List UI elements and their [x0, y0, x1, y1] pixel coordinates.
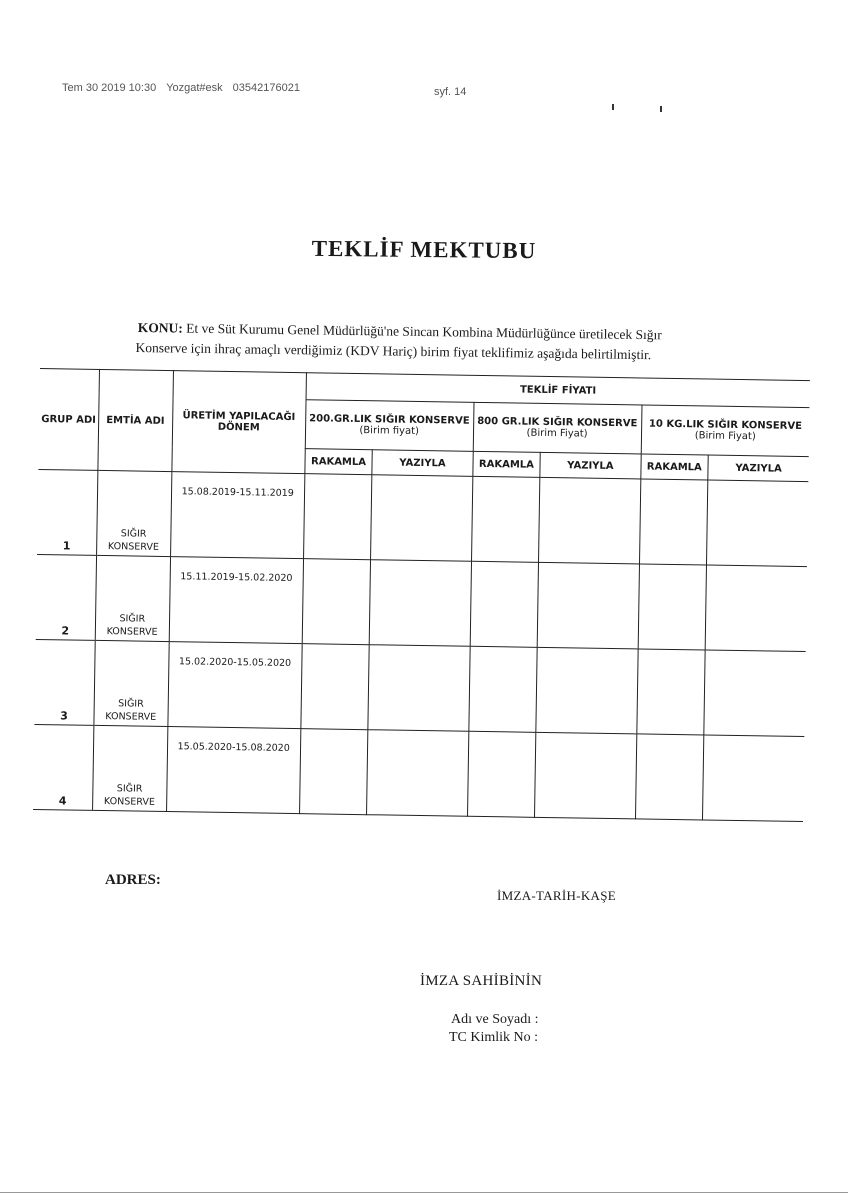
signature-date-stamp-label: İMZA-TARİH-KAŞE	[497, 888, 616, 903]
subject-label: KONU:	[137, 319, 183, 336]
name-surname-label: Adı ve Soyadı :	[451, 1012, 539, 1027]
header-product-10kg	[641, 405, 810, 457]
subject-paragraph	[137, 318, 738, 366]
emtia-name: SIĞIR KONSERVE	[92, 725, 167, 811]
header-yaziyla: YAZIYLA	[540, 452, 641, 479]
fax-date: Tem 30 2019 10:30	[62, 82, 157, 94]
price-written-cell[interactable]	[367, 730, 469, 817]
price-numeric-cell[interactable]	[299, 729, 368, 815]
emtia-name: SIĞIR KONSERVE	[94, 640, 169, 726]
price-numeric-cell[interactable]	[303, 474, 372, 560]
price-numeric-cell[interactable]	[639, 479, 708, 565]
header-emtia: EMTİA ADI	[98, 369, 173, 471]
header-rakamla: RAKAMLA	[640, 454, 708, 480]
tc-id-label: TC Kimlik No :	[449, 1030, 539, 1045]
product-200gr-sub: (Birim fiyat)	[359, 425, 420, 437]
production-period: 15.11.2019-15.02.2020	[169, 557, 303, 644]
scan-edge-line	[0, 1192, 848, 1193]
price-written-cell[interactable]	[536, 647, 638, 734]
production-period: 15.02.2020-15.05.2020	[167, 642, 301, 729]
offer-table	[33, 368, 810, 822]
header-rakamla: RAKAMLA	[472, 451, 540, 477]
offer-table-wrapper	[33, 368, 815, 822]
fax-sender: Yozgat#esk	[166, 82, 223, 94]
price-numeric-cell[interactable]	[302, 559, 371, 645]
production-period: 15.05.2020-15.08.2020	[166, 727, 300, 814]
header-product-800gr	[473, 402, 642, 454]
fax-page-number: syf. 14	[434, 86, 467, 98]
header-yaziyla: YAZIYLA	[372, 450, 473, 477]
price-numeric-cell[interactable]	[301, 644, 370, 730]
price-numeric-cell[interactable]	[638, 564, 707, 650]
table-row	[36, 554, 807, 651]
price-written-cell[interactable]	[535, 732, 637, 819]
table-row	[34, 639, 805, 736]
price-written-cell[interactable]	[707, 480, 809, 567]
price-written-cell[interactable]	[368, 645, 470, 732]
price-numeric-cell[interactable]	[468, 646, 537, 732]
header-donem: ÜRETİM YAPILACAĞI DÖNEM	[171, 371, 306, 474]
grup-number: 3	[34, 639, 95, 725]
price-written-cell[interactable]	[537, 562, 639, 649]
document-title: TEKLİF MEKTUBU	[311, 236, 537, 264]
table-row	[37, 469, 808, 566]
subject-line2: Konserve için ihraç amaçlı verdiğimiz (KDV Hariç) birim fiyat teklifimiz aşağıda belirtilmiştir.	[135, 339, 652, 363]
header-yaziyla: YAZIYLA	[708, 455, 809, 482]
header-teklif-fiyati: TEKLİF FİYATI	[306, 373, 810, 408]
signatory-heading: İMZA SAHİBİNİN	[420, 973, 543, 989]
product-800gr-sub: (Birim Fiyat)	[526, 427, 588, 440]
header-rakamla: RAKAMLA	[305, 449, 373, 475]
emtia-name: SIĞIR KONSERVE	[96, 470, 171, 556]
scan-mark	[660, 106, 662, 112]
price-numeric-cell[interactable]	[635, 734, 704, 820]
product-200gr-label: 200.GR.LIK SIĞIR KONSERVE	[309, 413, 470, 427]
production-period: 15.08.2019-15.11.2019	[170, 472, 304, 559]
price-numeric-cell[interactable]	[470, 561, 539, 647]
product-10kg-label: 10 KG.LIK SIĞIR KONSERVE	[648, 418, 803, 432]
product-10kg-sub: (Birim Fiyat)	[694, 430, 756, 443]
price-written-cell[interactable]	[369, 560, 471, 647]
grup-number: 2	[36, 554, 97, 640]
price-written-cell[interactable]	[704, 650, 806, 737]
price-written-cell[interactable]	[705, 565, 807, 652]
header-grup: GRUP ADI	[38, 368, 99, 470]
header-product-200gr	[305, 400, 474, 452]
price-numeric-cell[interactable]	[467, 731, 536, 817]
price-numeric-cell[interactable]	[636, 649, 705, 735]
subject-line1: Et ve Süt Kurumu Genel Müdürlüğü'ne Sincan Kombina Müdürlüğünce üretilecek Sığır	[186, 320, 662, 343]
price-written-cell[interactable]	[703, 735, 805, 822]
grup-number: 4	[33, 724, 94, 810]
emtia-name: SIĞIR KONSERVE	[95, 555, 170, 641]
table-row	[33, 724, 804, 821]
scan-mark	[612, 104, 614, 110]
price-written-cell[interactable]	[371, 475, 473, 562]
price-written-cell[interactable]	[539, 477, 641, 564]
fax-phone: 03542176021	[232, 82, 300, 94]
grup-number: 1	[37, 469, 98, 555]
price-numeric-cell[interactable]	[471, 476, 540, 562]
address-label: ADRES:	[105, 872, 161, 888]
product-800gr-label: 800 GR.LIK SIĞIR KONSERVE	[477, 415, 638, 430]
